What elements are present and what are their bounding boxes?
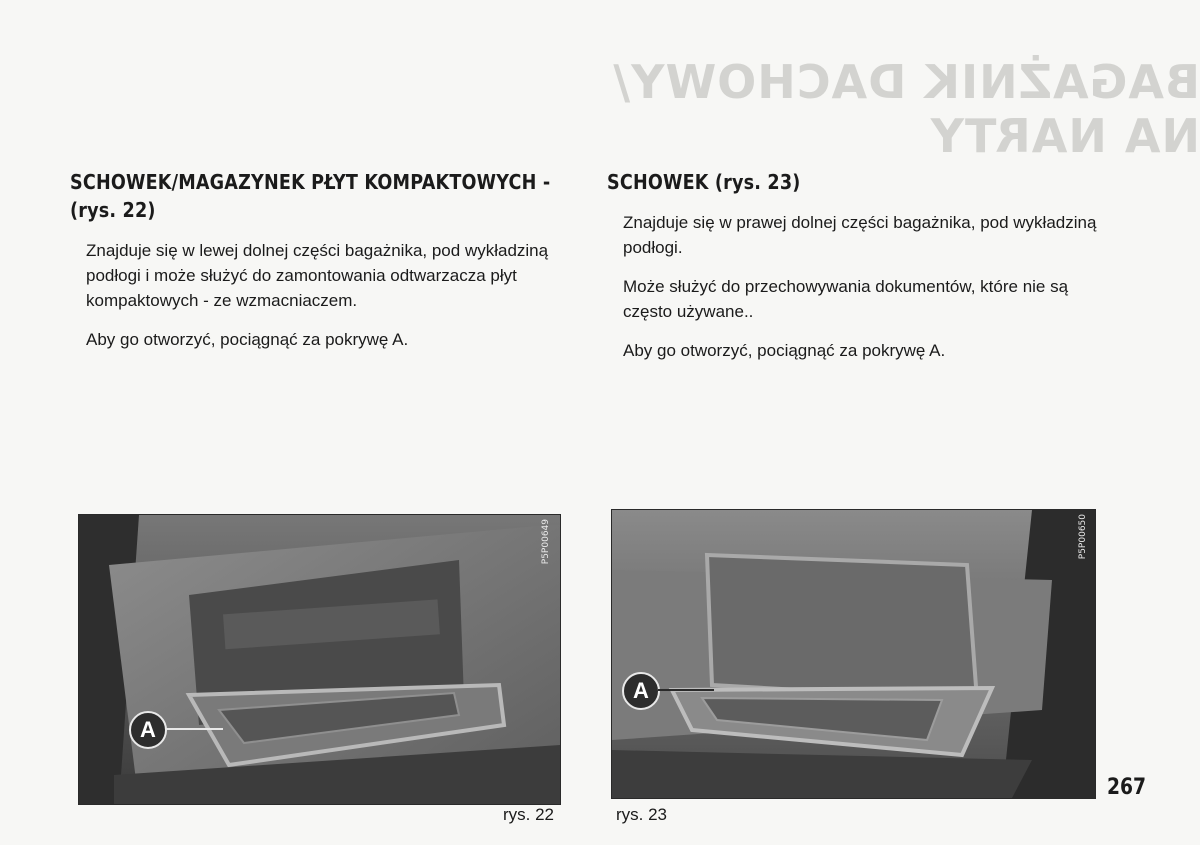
caption-right: rys. 23 xyxy=(616,805,668,824)
right-paragraph-use: Może służyć do przechowywania dokumentów, które nie są często używane.. xyxy=(623,277,1069,321)
caption-left: rys. 22 xyxy=(503,805,555,824)
left-heading: SCHOWEK/MAGAZYNEK PŁYT KOMPAKTOWYCH - (rys. 22) xyxy=(70,170,551,222)
document-compartment-photo xyxy=(612,510,1095,798)
left-column xyxy=(70,168,555,366)
page-number: 267 xyxy=(1107,775,1147,800)
callout-label-a-right: A xyxy=(622,672,660,710)
right-paragraph-location: Znajduje się w prawej dolnej części bagażnika, pod wykładziną podłogi. xyxy=(623,213,1097,257)
left-paragraph-location: Znajduje się w lewej dolnej części bagażnika, pod wykładziną podłogi i może służyć do zamontowania odtwarzacza płyt kompaktowych - ze wzmacniaczem. xyxy=(86,241,549,310)
left-paragraph-open: Aby go otworzyć, pociągnąć za pokrywę A. xyxy=(86,330,409,349)
callout-line-left xyxy=(165,725,225,733)
bleed-through-title: BAGAŻNIK DACHOWY/ NA NARTY xyxy=(612,55,1200,163)
callout-line-right xyxy=(658,686,718,694)
callout-label-a-left: A xyxy=(129,711,167,749)
right-heading: SCHOWEK (rys. 23) xyxy=(607,170,801,194)
figure-cd-storage-compartment xyxy=(78,514,561,805)
figure-document-storage-compartment xyxy=(611,509,1096,799)
right-column xyxy=(607,168,1097,377)
figure-code-left: P5P00649 xyxy=(541,519,551,565)
figure-code-right: P5P00650 xyxy=(1078,514,1088,560)
right-paragraph-open: Aby go otworzyć, pociągnąć za pokrywę A. xyxy=(623,341,946,360)
cd-compartment-photo xyxy=(79,515,560,804)
